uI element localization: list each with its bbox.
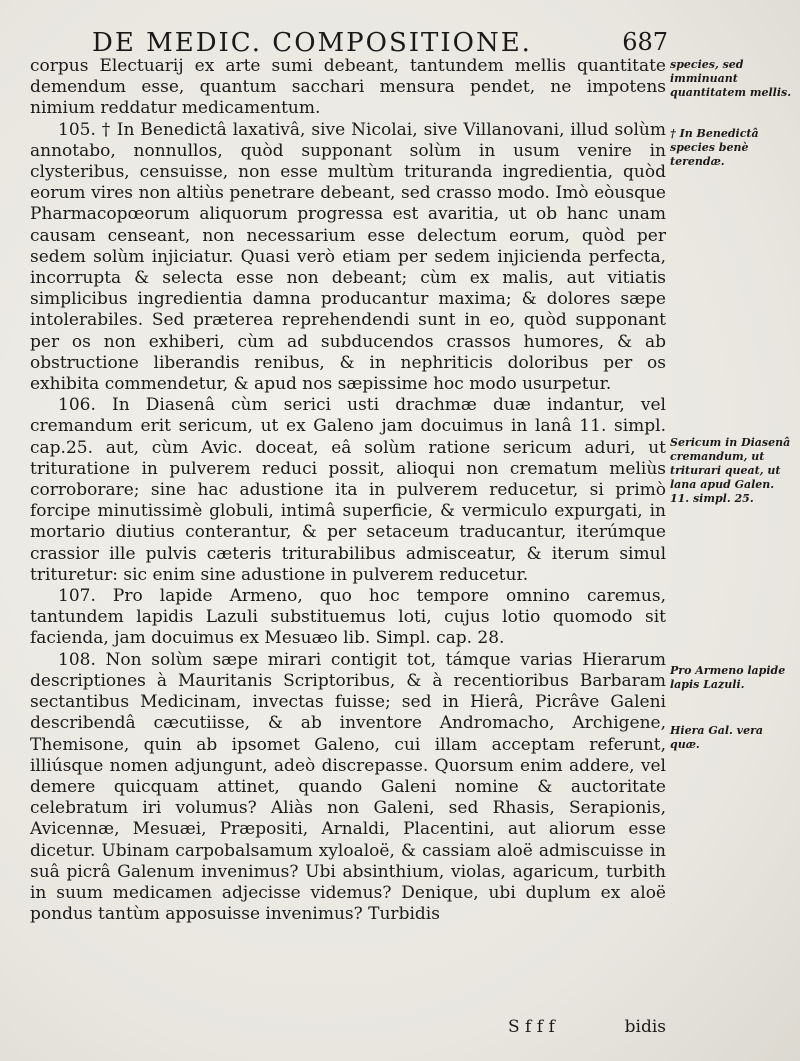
paragraph-108: 108. Non solùm sæpe mirari contigit tot, támque varias Hierarum descriptiones à Mauritanis Scriptoribus, & à recentioribus Barbaram sectantibus Medicinam, invectas fuisse; sed in Hierâ, Picrâve Galeni describendâ cæcutiisse, & ab inventore Andromacho, Archigene, Themisone, quin ab ipsomet Galeno, cui illam acceptam referunt, illiúsque nomen adjungunt, adeò discrepasse. Quorsum enim addere, vel demere quicquam attinet, quando Galeni nomine & auctoritate celebratum iri volumus? Aliàs non Galeni, sed Rhasis, Serapionis, Avicennæ, Mesuæi, Præpositi, Arnaldi, Placentini, aut aliorum esse dicetur. Ubinam carpobalsamum xyloaloë, & cassiam aloë admiscuisse in suâ picrâ Galenum invenimus? Ubi absinthium, violas, agaricum, turbith in suum medicamen adjecisse videmus? Denique, ubi duplum ex aloë pondus tantùm apposuisse invenimus? Turbidis xyxy=(30,649,666,925)
marginal-note-mellis: species, sed imminuant quantitatem mellis. xyxy=(670,58,792,99)
marginal-note-sericum: Sericum in Diasenâ cremandum, ut triturari queat, ut lana apud Galen. 11. simpl. 25. xyxy=(670,436,791,505)
marginal-note-hiera: Hiera Gal. vera quæ. xyxy=(670,724,763,751)
running-head xyxy=(92,28,668,58)
marginal-note-benedicta: † In Benedictâ species benè terendæ. xyxy=(670,127,759,168)
marginal-note-lapis-lazuli: Pro Armeno lapide lapis Lazuli. xyxy=(670,664,786,691)
catchword: bidis xyxy=(624,1017,666,1037)
paragraph-continuation: corpus Electuarij ex arte sumi debeant, tantundem mellis quantitate demendum esse, quantum sacchari mensura pendet, ne impotens nimium reddatur medicamentum. xyxy=(30,56,666,119)
page-number: 687 xyxy=(622,28,668,56)
paragraph-107: 107. Pro lapide Armeno, quo hoc tempore omnino caremus, tantundem lapidis Lazuli substituemus loti, cujus lotio quomodo sit facienda, jam docuimus ex Mesuæo lib. Simpl. cap. 28. xyxy=(30,586,666,649)
paragraph-106: 106. In Diasenâ cùm serici usti drachmæ duæ indantur, vel cremandum erit sericum, ut ex Galeno jam docuimus in lanâ 11. simpl. cap.25. aut, cùm Avic. doceat, eâ solùm ratione sericum aduri, ut trituratione in pulverem reduci possit, alioqui non crematum meliùs corroborare; sine hac adustione ita in pulverem reducetur, si primò forcipe minutissimè globuli, intimâ superficie, & vermiculo expurgati, in mortario diutius conterantur, & per setaceum traducantur, iterúmque crassior ille pulvis cæteris triturabilibus admisceatur, & iterum simul trituretur: sic enim sine adustione in pulverem reducetur. xyxy=(30,395,666,585)
body-text xyxy=(30,56,666,925)
signature-mark: S f f f xyxy=(508,1017,555,1037)
paragraph-105: 105. † In Benedictâ laxativâ, sive Nicolai, sive Villanovani, illud solùm annotabo, nonnullos, quòd supponant solùm in usum venire in clysteribus, censuisse, non esse multùm trituranda ingredientia, quòd eorum vires non altiùs penetrare debeant, sed crasso modo. Imò eòusque Pharmacopœorum aliquorum progressa est avaritia, ut ob hanc unam causam censeant, non necessarium esse delectum eorum, quòd per sedem solùm injiciatur. Quasi verò etiam per sedem injicienda perfecta, incorrupta & selecta esse non debeant; cùm ex malis, aut vitiatis simplicibus ingredientia damna producantur maxima; & dolores sæpe intolerabiles. Sed præterea reprehendendi sunt in eo, quòd supponant per os non exhiberi, cùm ad subducendos crassos humores, & ab obstructione liberandis renibus, & in nephriticis doloribus per os exhibita commendetur, & apud nos sæpissime hoc modo usurpetur. xyxy=(30,119,666,395)
page-footer xyxy=(30,1017,666,1039)
running-head-title: DE MEDIC. COMPOSITIONE. xyxy=(92,28,532,58)
